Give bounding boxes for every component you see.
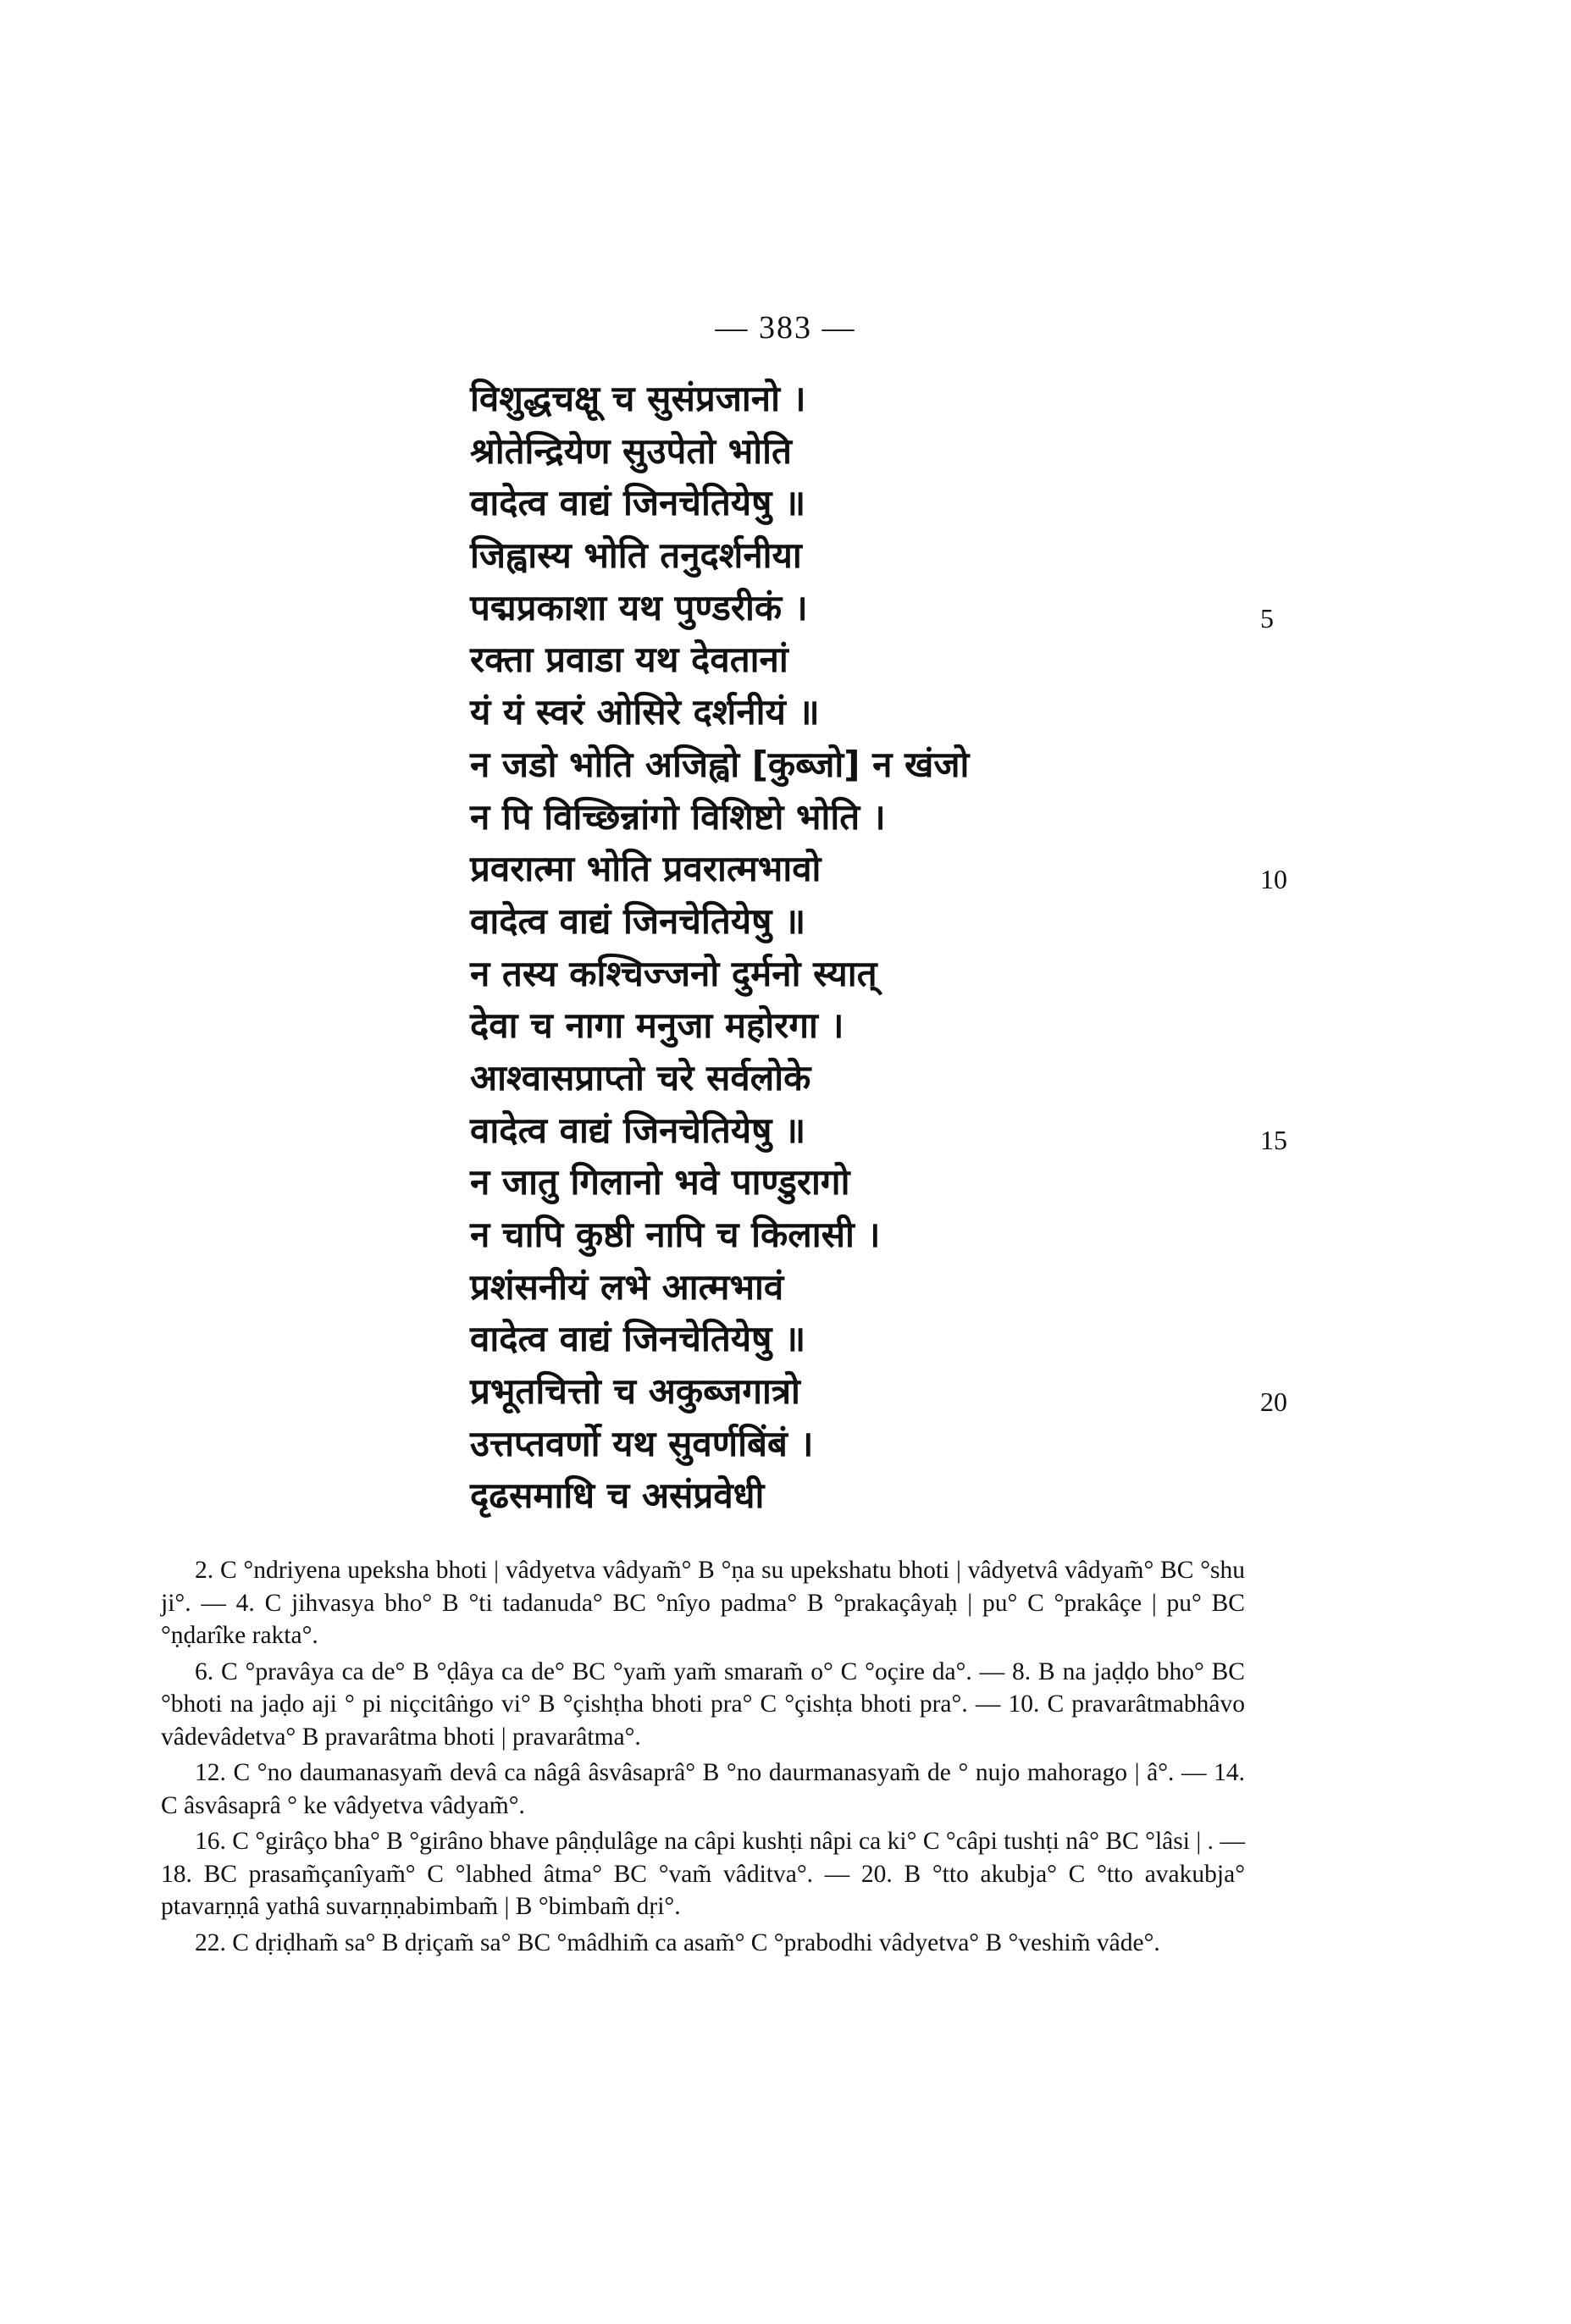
footnote-paragraph: 16. C °girâço bha° B °girâno bhave pâṇḍulâge na câpi kushṭi nâpi ca ki° C °câpi tushṭi nâ° BC °lâsi | . — 18. BC prasam̃çanîyam̃° C °labhed âtma° BC °vam̃ vâditva°. — 20. B °tto akubja° C °tto avakubja° ptavarṇṇâ yathâ suvarṇṇabimbam̃ | B °bimbam̃ dṛi°. <box>161 1828 1245 1920</box>
verse-line: रक्ता प्रवाडा यथ देवतानां <box>470 639 788 681</box>
page-number: — 383 — <box>715 310 856 346</box>
verse-line: यं यं स्वरं ओसिरे दर्शनीयं ॥ <box>470 691 820 733</box>
verse-line: प्रवरात्मा भोति प्रवरात्मभावो <box>470 848 821 890</box>
footnote-paragraph: 12. C °no daumanasyam̃ devâ ca nâgâ âsvâsaprâ° B °no daurmanasyam̃ de ° nujo mahorago | â°. — 14. C âsvâsaprâ ° ke vâdyetva vâdyam̃°. <box>161 1759 1245 1819</box>
line-number-5: 5 <box>1260 603 1274 634</box>
verse-line: जिह्वास्य भोति तनुदर्शनीया <box>470 534 802 577</box>
verse-line: न जातु गिलानो भवे पाण्डुरागो <box>470 1161 850 1204</box>
verse-line: वादेत्व वाद्यं जिनचेतियेषु ॥ <box>470 899 806 942</box>
verse-line: न जडो भोति अजिह्वो [कुब्जो] न खंजो <box>470 743 970 785</box>
verse-line: श्रोतेन्द्रियेण सुउपेतो भोति <box>470 429 792 472</box>
verse-line: वादेत्व वाद्यं जिनचेतियेषु ॥ <box>470 482 806 524</box>
verse-line: न चापि कुष्ठी नापि च किलासी । <box>470 1214 881 1255</box>
line-number-20: 20 <box>1260 1386 1287 1417</box>
verse-line: वादेत्व वाद्यं जिनचेतियेषु ॥ <box>470 1109 806 1151</box>
footnotes <box>161 1554 1245 1962</box>
verse-line: प्रभूतचित्तो च अकुब्जगात्रो <box>470 1370 800 1413</box>
verse-line: वादेत्व वाद्यं जिनचेतियेषु ॥ <box>470 1318 806 1360</box>
verse-line: आश्वासप्राप्तो चरे सर्वलोके <box>470 1056 811 1098</box>
verse-line: प्रशंसनीयं लभे आत्मभावं <box>470 1265 784 1308</box>
verse-line: दृढसमाधि च असंप्रवेधी <box>470 1475 765 1517</box>
line-number-15: 15 <box>1260 1125 1287 1155</box>
verse-line: उत्तप्तवर्णो यथ सुवर्णबिंबं । <box>470 1422 814 1464</box>
line-number-10: 10 <box>1260 864 1287 894</box>
footnote-paragraph: 22. C dṛiḍham̃ sa° B dṛiçam̃ sa° BC °mâdhim̃ ca asam̃° C °prabodhi vâdyetva° B °veshim̃ vâde°. <box>195 1928 1160 1956</box>
footnote-paragraph: 6. C °pravâya ca de° B °ḍâya ca de° BC °yam̃ yam̃ smaram̃ o° C °oçire da°. — 8. B na jaḍḍo bho° BC °bhoti na jaḍo aji ° pi niçcitâṅgo vi° B °çishṭha bhoti pra° C °çishṭa bhoti pra°. — 10. C pravarâtmabhâvo vâdevâdetva° B pravarâtma bhoti | pravarâtma°. <box>161 1657 1245 1751</box>
verse-line: देवा च नागा मनुजा महोरगा । <box>470 1004 844 1047</box>
footnote-paragraph: 2. C °ndriyena upeksha bhoti | vâdyetva vâdyam̃° B °ṇa su upekshatu bhoti | vâdyetvâ vâdyam̃° BC °shu ji°. — 4. C jihvasya bho° B °ti tadanuda° BC °nîyo padma° B °prakaçâyaḥ | pu° C °prakâçe | pu° BC °ṇḍarîke rakta°. <box>161 1557 1245 1649</box>
verse-line: न पि विच्छिन्नांगो विशिष्टो भोति । <box>470 795 886 838</box>
verse-line: विशुद्धचक्षू च सुसंप्रजानो । <box>470 378 806 419</box>
verse-line: पद्मप्रकाशा यथ पुण्डरीकं । <box>470 586 808 628</box>
verse-line: न तस्य कश्चिज्जनो दुर्मनो स्यात् <box>470 952 877 994</box>
verse-block <box>470 373 1148 1522</box>
